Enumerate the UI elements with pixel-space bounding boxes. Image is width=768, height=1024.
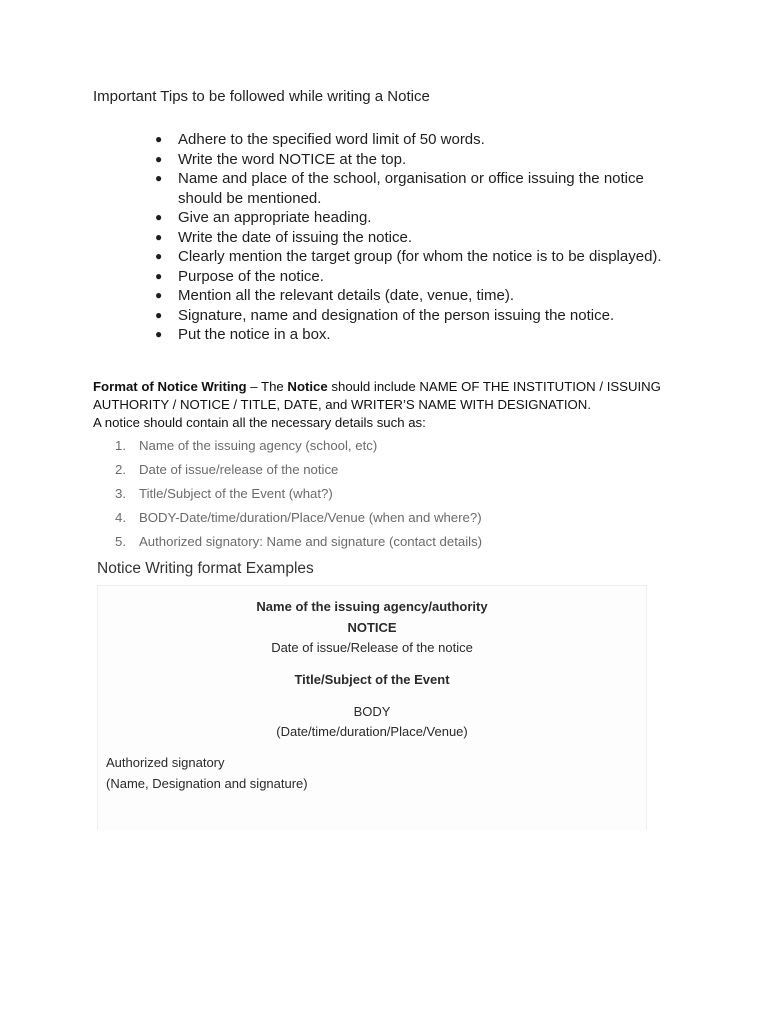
tip-text: Mention all the relevant details (date, venue, time). [178, 287, 515, 304]
bullet-icon: ● [155, 249, 163, 263]
tip-text: Signature, name and designation of the person issuing the notice. [178, 306, 615, 324]
step-number: 3. [115, 486, 126, 501]
step-item [115, 508, 482, 532]
step-text: Name of the issuing agency (school, etc) [139, 438, 378, 453]
tip-text: Write the word NOTICE at the top. [178, 150, 407, 168]
example-subject: Title/Subject of the Event [294, 672, 450, 687]
tip-item [155, 169, 675, 208]
step-item [115, 436, 482, 460]
step-item [115, 460, 482, 484]
bullet-icon: ● [155, 307, 163, 322]
tip-text: Put the notice in a box. [178, 326, 331, 343]
tip-item [155, 228, 675, 248]
step-number: 2. [115, 462, 126, 477]
tip-text: Give an appropriate heading. [178, 209, 372, 226]
notice-word: Notice [287, 379, 328, 394]
tips-list [155, 130, 675, 345]
page-heading: Important Tips to be followed while writing a Notice [93, 88, 430, 105]
format-label: Format of Notice Writing [93, 379, 247, 394]
tip-text: Write the date of issuing the notice. [178, 228, 413, 246]
tip-text: Name and place of the school, organisation or office issuing the notice should be mentioned. [178, 170, 644, 207]
tip-item [155, 130, 675, 150]
example-notice-heading: NOTICE [347, 620, 397, 635]
tip-item [155, 286, 675, 306]
example-signatory: Authorized signatory [106, 755, 225, 770]
step-number: 1. [115, 438, 126, 453]
step-number: 5. [115, 534, 126, 549]
step-item [115, 532, 482, 556]
bullet-icon: ● [155, 229, 163, 244]
bullet-icon: ● [155, 210, 163, 224]
step-text: BODY-Date/time/duration/Place/Venue (when and where?) [139, 510, 482, 525]
tip-item [155, 208, 675, 228]
bullet-icon: ● [155, 132, 163, 146]
tip-text: Purpose of the notice. [178, 267, 324, 285]
example-agency: Name of the issuing agency/authority [256, 599, 488, 614]
bullet-icon: ● [155, 288, 163, 302]
format-dash: – The [246, 379, 288, 394]
steps-list [115, 436, 482, 556]
tip-item [155, 150, 675, 170]
example-body: BODY [353, 704, 391, 719]
step-number: 4. [115, 510, 126, 525]
bullet-icon: ● [155, 327, 163, 341]
tip-item [155, 267, 675, 287]
tip-text: Clearly mention the target group (for whom the notice is to be displayed). [178, 248, 662, 265]
format-rest: should include NAME OF THE INSTITUTION / ISSUING AUTHORITY / NOTICE / TITLE, DATE, and WRITER’S NAME WITH DESIGNATION. [93, 379, 661, 412]
format-paragraph [93, 378, 673, 414]
format-description [93, 378, 673, 432]
example-body-detail: (Date/time/duration/Place/Venue) [276, 724, 468, 739]
step-text: Authorized signatory: Name and signature (contact details) [139, 534, 483, 549]
step-text: Title/Subject of the Event (what?) [139, 486, 333, 501]
format-line2: A notice should contain all the necessary details such as: [93, 415, 426, 430]
tip-item [155, 247, 675, 267]
bullet-icon: ● [155, 171, 163, 185]
tip-item [155, 325, 675, 345]
tip-item [155, 306, 675, 326]
notice-example-box [97, 585, 647, 830]
examples-title: Notice Writing format Examples [97, 560, 314, 577]
example-signatory-detail: (Name, Designation and signature) [106, 776, 308, 791]
example-date: Date of issue/Release of the notice [271, 640, 473, 655]
tip-text: Adhere to the specified word limit of 50 words. [178, 131, 485, 148]
bullet-icon: ● [155, 268, 163, 283]
step-item [115, 484, 482, 508]
bullet-icon: ● [155, 151, 163, 166]
step-text: Date of issue/release of the notice [139, 462, 339, 477]
